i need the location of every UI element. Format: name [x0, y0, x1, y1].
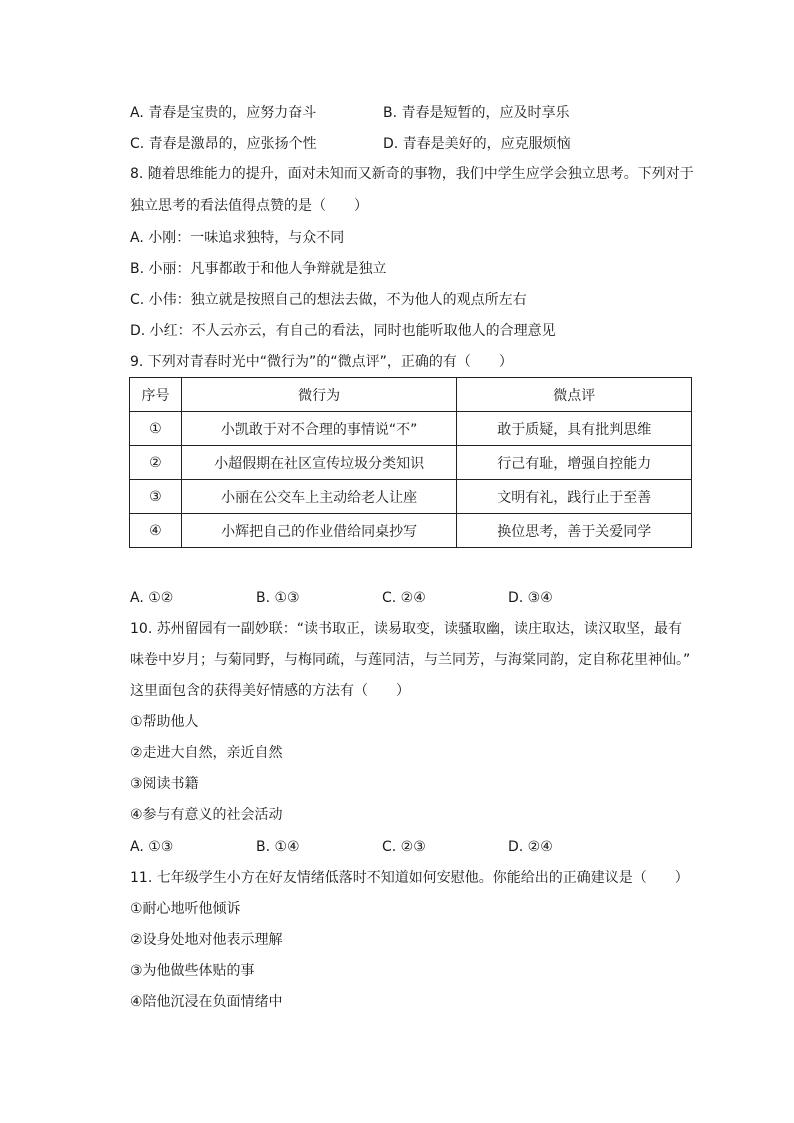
row-comment: 行己有耻，增强自控能力	[457, 446, 692, 480]
table-row	[130, 514, 692, 548]
q10-item-2: ②走进大自然，亲近自然	[130, 745, 283, 761]
row-number: ④	[130, 514, 182, 548]
table-row	[130, 480, 692, 514]
row-behavior: 小超假期在社区宣传垃圾分类知识	[181, 446, 457, 480]
q8-option-c: C. 小伟：独立就是按照自己的想法去做，不为他人的观点所左右	[130, 292, 527, 308]
q11-item-4: ④陪他沉浸在负面情绪中	[130, 994, 283, 1010]
q8-option-d: D. 小红：不人云亦云，有自己的看法，同时也能听取他人的合理意见	[130, 323, 556, 339]
q11-item-1: ①耐心地听他倾诉	[130, 901, 241, 917]
q9-option-d: D. ③④	[508, 590, 553, 606]
q10-item-4: ④参与有意义的社会活动	[130, 807, 283, 823]
q8-stem-line1: 8. 随着思维能力的提升，面对未知而又新奇的事物，我们中学生应学会独立思考。下列对于	[130, 166, 694, 182]
header-comment: 微点评	[457, 378, 692, 412]
q10-option-b: B. ①④	[256, 839, 300, 855]
row-behavior: 小凯敢于对不合理的事情说“不”	[181, 412, 457, 446]
q10-item-1: ①帮助他人	[130, 714, 199, 730]
q11-stem: 11. 七年级学生小方在好友情绪低落时不知道如何安慰他。你能给出的正确建议是（ ）	[130, 870, 689, 886]
q10-stem-line2: 味卷中岁月；与菊同野，与梅同疏，与莲同洁，与兰同芳，与海棠同韵，定自称花里神仙。”	[130, 652, 691, 668]
q10-item-3: ③阅读书籍	[130, 776, 199, 792]
row-number: ①	[130, 412, 182, 446]
row-comment: 敢于质疑，具有批判思维	[457, 412, 692, 446]
q11-item-2: ②设身处地对他表示理解	[130, 932, 283, 948]
header-behavior: 微行为	[181, 378, 457, 412]
q7-option-c: C. 青春是激昂的，应张扬个性	[130, 136, 317, 152]
q10-option-d: D. ②④	[508, 839, 553, 855]
q10-stem-line1: 10. 苏州留园有一副妙联：“读书取正，读易取变，读骚取幽，读庄取达，读汉取坚，最有	[130, 621, 682, 637]
row-number: ②	[130, 446, 182, 480]
q7-option-a: A. 青春是宝贵的，应努力奋斗	[130, 105, 317, 121]
table-header-row	[130, 378, 692, 412]
row-number: ③	[130, 480, 182, 514]
table-row	[130, 412, 692, 446]
q8-stem-line2: 独立思考的看法值得点赞的是（ ）	[130, 198, 368, 214]
q9-option-b: B. ①③	[256, 590, 300, 606]
q9-option-a: A. ①②	[130, 590, 174, 606]
row-behavior: 小丽在公交车上主动给老人让座	[181, 480, 457, 514]
q9-table	[129, 377, 692, 548]
q8-option-b: B. 小丽：凡事都敢于和他人争辩就是独立	[130, 261, 387, 277]
q10-stem-line3: 这里面包含的获得美好情感的方法有（ ）	[130, 683, 410, 699]
q10-option-c: C. ②③	[382, 839, 426, 855]
q9-option-c: C. ②④	[382, 590, 426, 606]
table-row	[130, 446, 692, 480]
row-comment: 文明有礼，践行止于至善	[457, 480, 692, 514]
q8-option-a: A. 小刚：一味追求独特，与众不同	[130, 230, 345, 246]
q7-option-d: D. 青春是美好的，应克服烦恼	[383, 136, 571, 152]
q7-option-b: B. 青春是短暂的，应及时享乐	[383, 105, 570, 121]
q10-option-a: A. ①③	[130, 839, 174, 855]
row-behavior: 小辉把自己的作业借给同桌抄写	[181, 514, 457, 548]
q9-stem: 9. 下列对青春时光中“微行为”的“微点评”，正确的有（ ）	[130, 354, 513, 370]
row-comment: 换位思考，善于关爱同学	[457, 514, 692, 548]
header-number: 序号	[130, 378, 182, 412]
q11-item-3: ③为他做些体贴的事	[130, 963, 255, 979]
